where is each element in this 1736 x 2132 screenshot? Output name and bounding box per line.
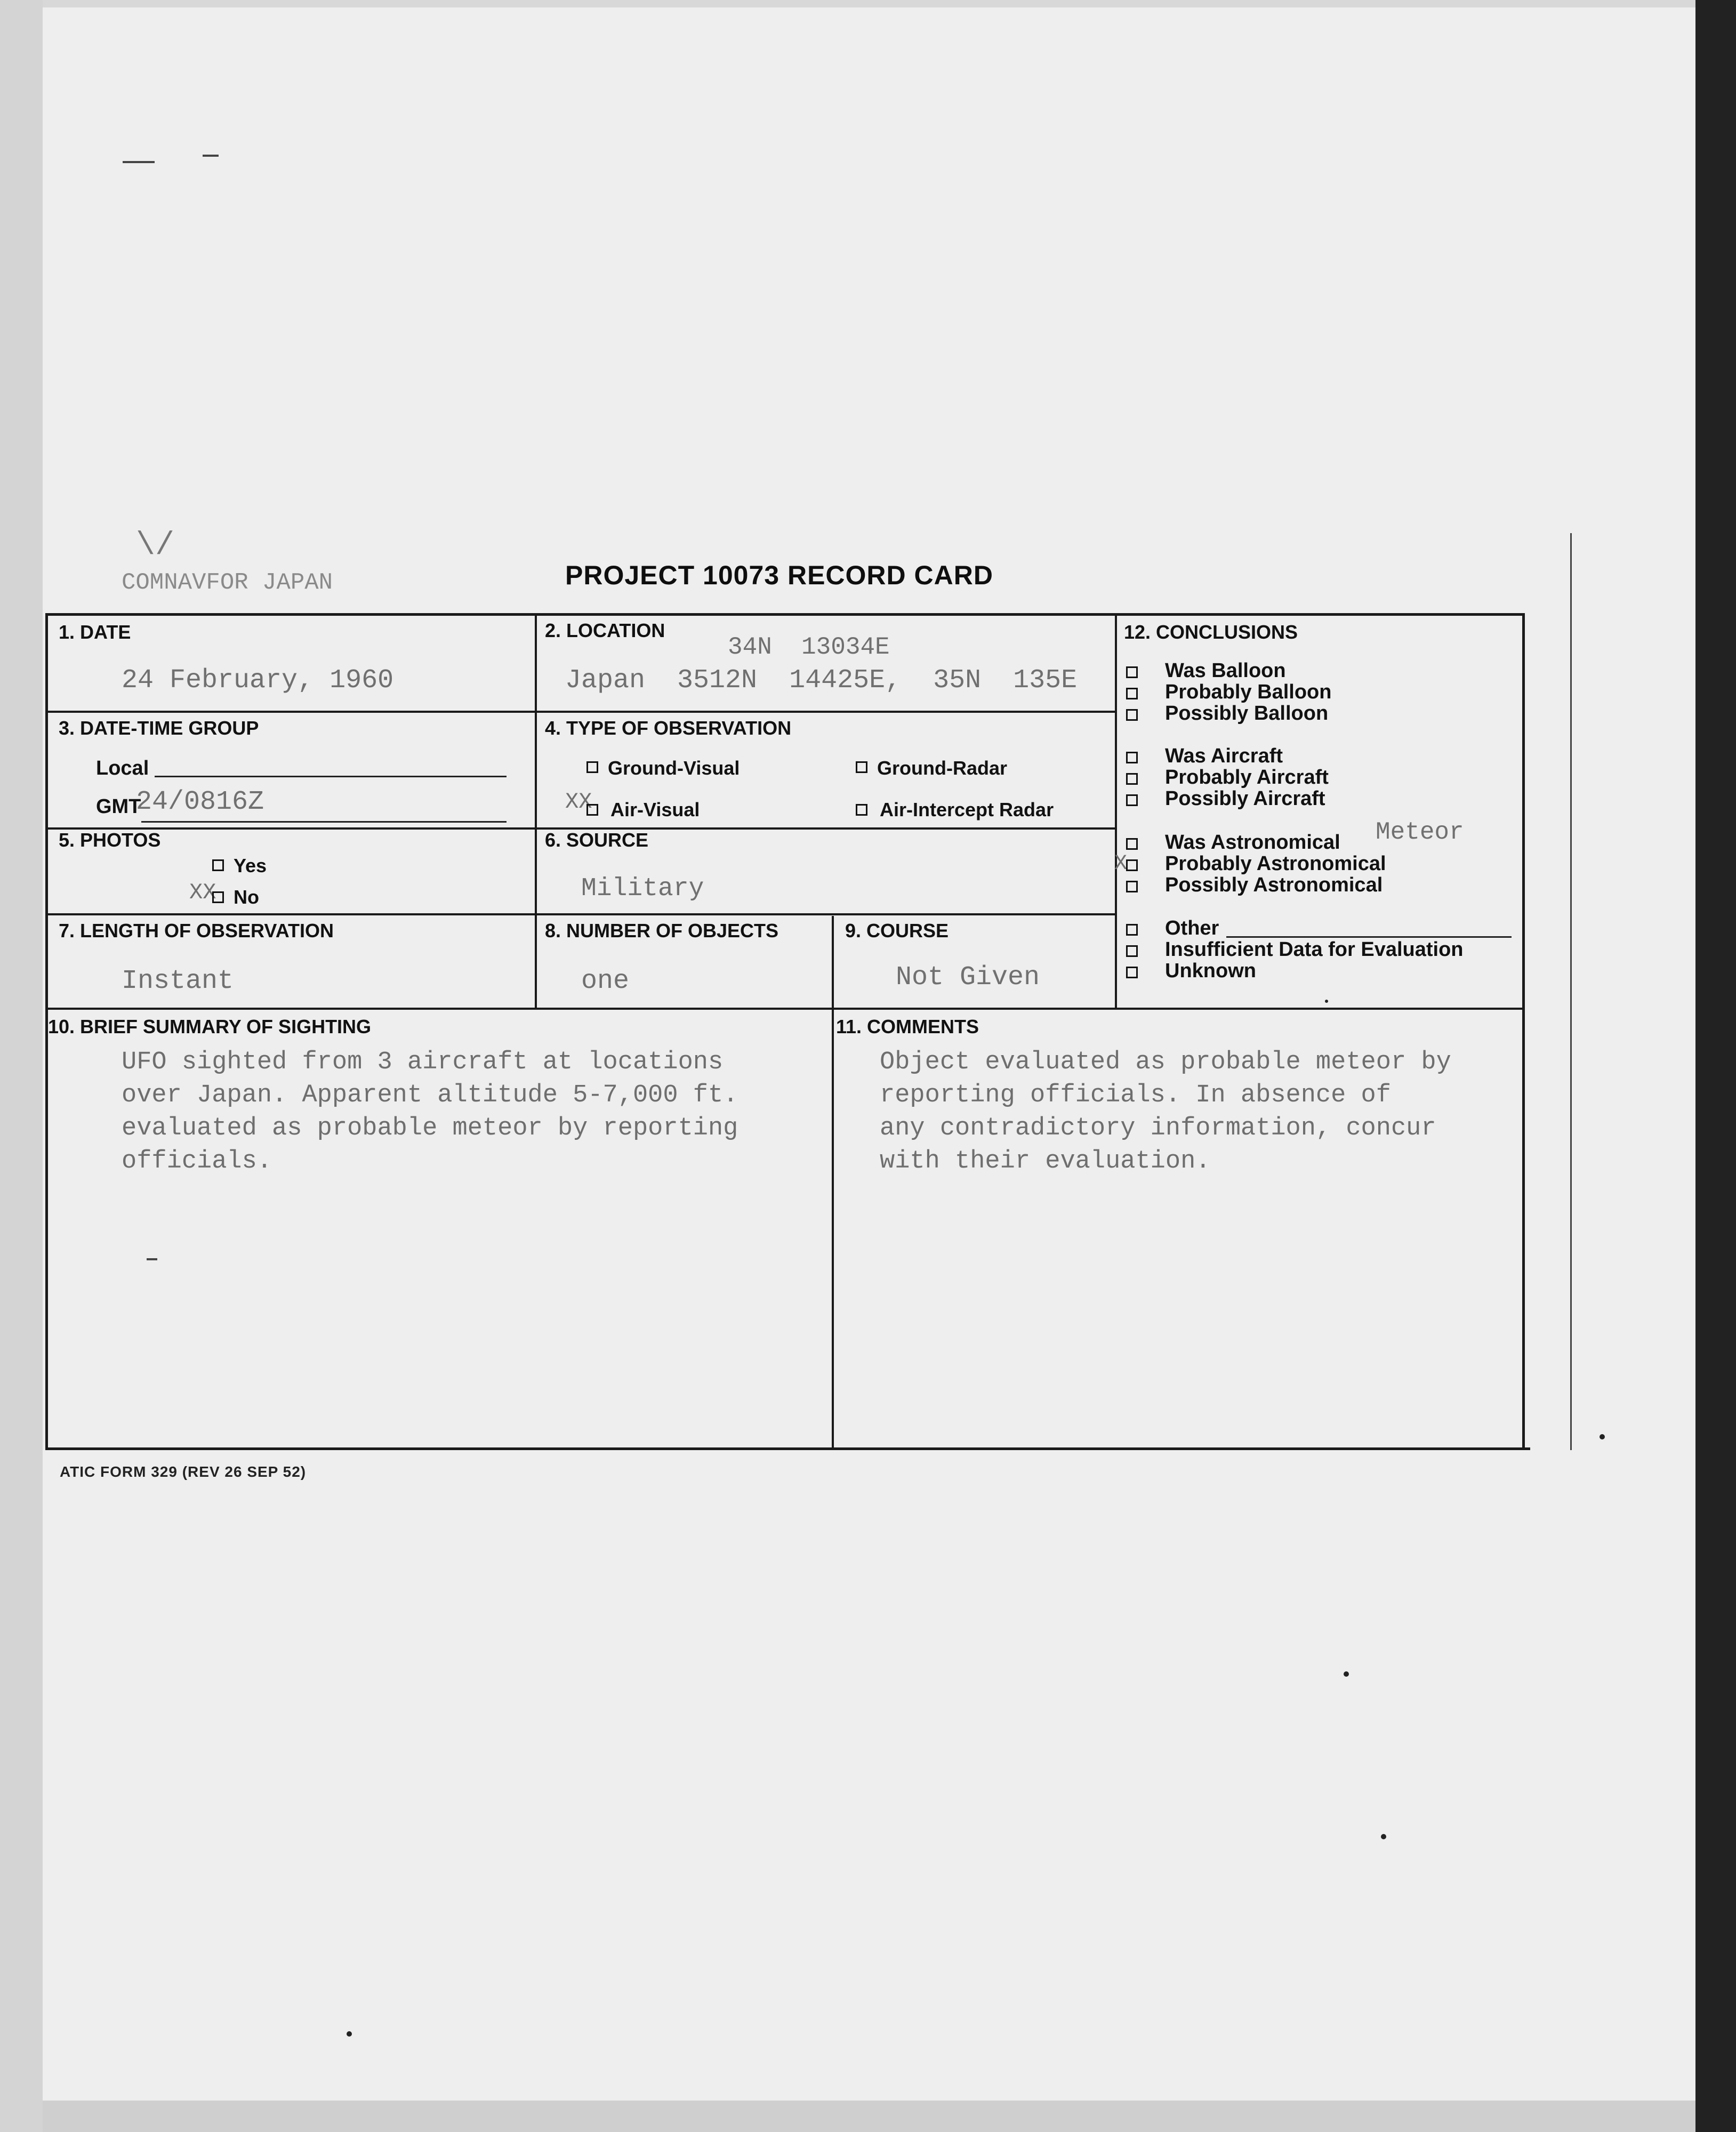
dtg-gmt-label: GMT	[96, 795, 141, 818]
photos-yes: Yes	[234, 855, 267, 876]
obs-air-visual: Air-Visual	[610, 799, 700, 820]
film-border-right	[1695, 0, 1736, 2132]
summary-line: over Japan. Apparent altitude 5-7,000 ft.	[122, 1081, 738, 1109]
obs-ground-visual-checkbox	[586, 761, 598, 773]
photos-label: 5. PHOTOS	[59, 829, 161, 851]
summary-label: 10. BRIEF SUMMARY OF SIGHTING	[48, 1016, 372, 1037]
date-value: 24 February, 1960	[122, 665, 394, 696]
card-border-right	[1522, 613, 1525, 1450]
concl-possibly-balloon: Possibly Balloon	[1165, 702, 1329, 725]
photos-selected-mark: XX	[189, 880, 216, 905]
speck	[147, 1258, 157, 1260]
speck	[347, 2031, 352, 2037]
comments-label: 11. COMMENTS	[836, 1016, 979, 1037]
film-border-top	[43, 0, 1695, 7]
comments-line: any contradictory information, concur	[880, 1114, 1436, 1143]
summary-text	[122, 1046, 738, 1178]
card-border-bottom	[45, 1447, 1530, 1450]
grid-v1	[535, 616, 537, 1008]
obs-air-intercept: Air-Intercept Radar	[880, 799, 1054, 820]
summary-line: UFO sighted from 3 aircraft at locations	[122, 1048, 724, 1076]
summary-line: officials.	[122, 1147, 272, 1176]
num-objects-label: 8. NUMBER OF OBJECTS	[545, 920, 779, 942]
film-border-bottom	[43, 2101, 1695, 2132]
concl-annotation: Meteor	[1376, 818, 1464, 846]
concl-checkbox	[1126, 752, 1138, 763]
concl-probably-astronomical: Probably Astronomical	[1165, 852, 1386, 875]
comments-line: Object evaluated as probable meteor by	[880, 1048, 1451, 1076]
concl-selected-mark: X	[1114, 852, 1128, 876]
dtg-label: 3. DATE-TIME GROUP	[59, 717, 259, 739]
speck	[203, 155, 219, 157]
concl-checkbox	[1126, 773, 1138, 785]
pencil-mark: \/	[136, 528, 175, 564]
concl-checkbox	[1126, 666, 1138, 678]
concl-was-balloon: Was Balloon	[1165, 659, 1286, 682]
obs-ground-radar-checkbox	[856, 761, 867, 773]
comments-line: with their evaluation.	[880, 1147, 1211, 1176]
concl-checkbox	[1126, 924, 1138, 936]
page-edge-line	[1570, 533, 1572, 1450]
concl-other-line	[1226, 936, 1512, 938]
concl-insufficient-data: Insufficient Data for Evaluation	[1165, 938, 1464, 961]
concl-checkbox	[1126, 709, 1138, 721]
comments-text	[880, 1046, 1451, 1178]
course-value: Not Given	[896, 962, 1040, 993]
concl-was-aircraft: Was Aircraft	[1165, 745, 1283, 767]
dtg-local-label: Local	[96, 757, 149, 779]
concl-unknown: Unknown	[1165, 960, 1256, 982]
location-label: 2. LOCATION	[545, 620, 665, 641]
source-label: 6. SOURCE	[545, 829, 649, 851]
conclusions-label: 12. CONCLUSIONS	[1124, 621, 1298, 643]
photos-no-checkbox	[212, 891, 224, 903]
grid-h1	[48, 711, 1116, 713]
speck	[123, 161, 155, 163]
length-value: Instant	[122, 966, 234, 996]
length-label: 7. LENGTH OF OBSERVATION	[59, 920, 334, 942]
concl-other: Other	[1165, 917, 1219, 939]
concl-checkbox	[1126, 967, 1138, 978]
dtg-local-line	[155, 776, 507, 777]
obs-air-visual-checkbox	[586, 804, 598, 816]
card-border-top	[45, 613, 1525, 616]
location-value-line2: Japan 3512N 14425E, 35N 135E	[565, 665, 1078, 696]
source-value: Military	[581, 874, 704, 903]
grid-v3	[832, 916, 834, 1449]
concl-checkbox	[1126, 881, 1138, 892]
page-title: PROJECT 10073 RECORD CARD	[565, 560, 993, 590]
dtg-gmt-line	[141, 821, 507, 823]
concl-checkbox	[1126, 794, 1138, 806]
speck	[1600, 1434, 1605, 1439]
speck	[1325, 1000, 1328, 1003]
grid-v2	[1115, 616, 1117, 1008]
grid-h3	[48, 913, 1116, 915]
speck	[1381, 1834, 1386, 1839]
originator: COMNAVFOR JAPAN	[122, 569, 333, 596]
grid-h4	[48, 1008, 1524, 1010]
concl-checkbox	[1126, 688, 1138, 699]
obs-selected-mark: XX	[565, 789, 592, 815]
comments-line: reporting officials. In absence of	[880, 1081, 1391, 1109]
dtg-gmt-value: 24/0816Z	[136, 787, 264, 817]
concl-probably-aircraft: Probably Aircraft	[1165, 766, 1329, 789]
photos-no: No	[234, 886, 259, 908]
film-border-left	[0, 0, 43, 2132]
obs-ground-radar: Ground-Radar	[877, 757, 1008, 779]
speck	[1344, 1671, 1349, 1677]
concl-was-astronomical: Was Astronomical	[1165, 831, 1340, 854]
obs-ground-visual: Ground-Visual	[608, 757, 740, 779]
photos-yes-checkbox	[212, 859, 224, 871]
summary-line: evaluated as probable meteor by reporting	[122, 1114, 738, 1143]
form-id: ATIC FORM 329 (REV 26 SEP 52)	[60, 1463, 307, 1480]
concl-checkbox	[1126, 859, 1138, 871]
obs-air-intercept-checkbox	[856, 804, 867, 816]
date-label: 1. DATE	[59, 621, 131, 643]
concl-possibly-aircraft: Possibly Aircraft	[1165, 787, 1325, 810]
obs-type-label: 4. TYPE OF OBSERVATION	[545, 717, 792, 739]
concl-checkbox	[1126, 838, 1138, 850]
location-value-line1: 34N 13034E	[728, 633, 890, 661]
num-objects-value: one	[581, 966, 630, 996]
concl-probably-balloon: Probably Balloon	[1165, 681, 1332, 703]
concl-possibly-astronomical: Possibly Astronomical	[1165, 874, 1383, 896]
concl-checkbox	[1126, 945, 1138, 957]
course-label: 9. COURSE	[845, 920, 949, 942]
